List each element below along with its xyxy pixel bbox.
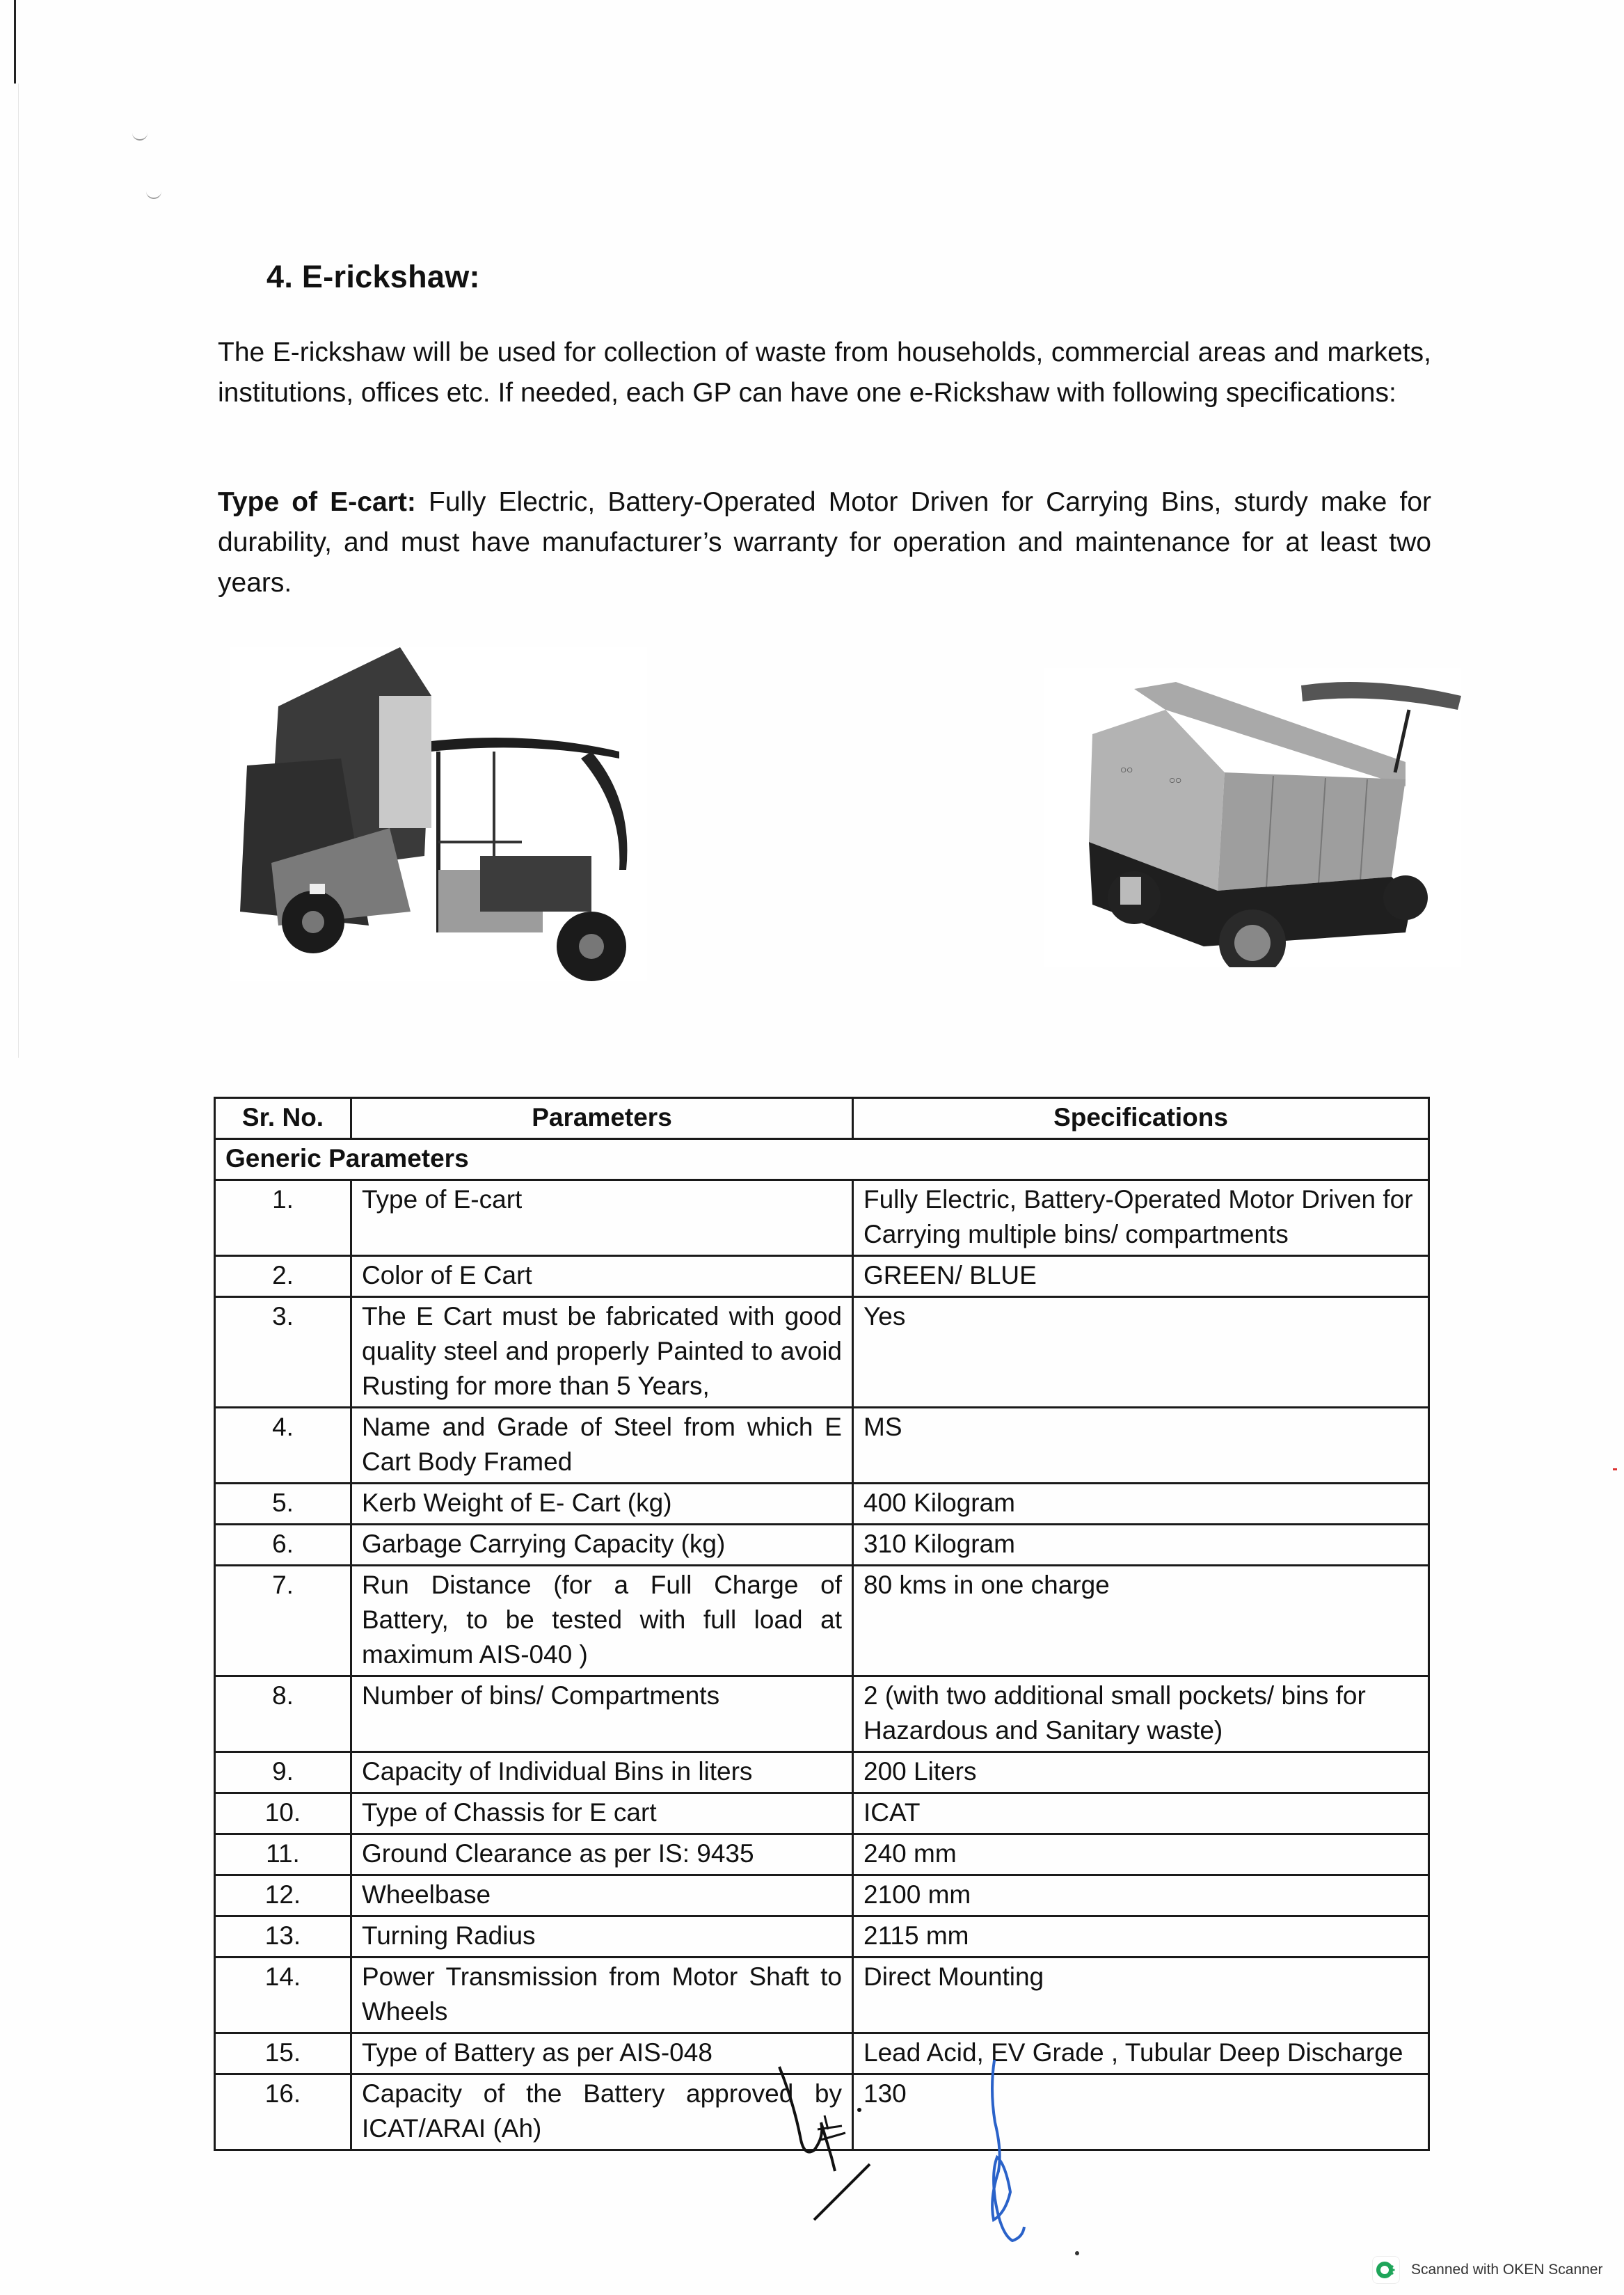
table-row [215, 1958, 1429, 2033]
specification-cell: Yes [853, 1297, 1429, 1408]
table-row [215, 1297, 1429, 1408]
table-row [215, 1916, 1429, 1958]
parameter-cell: Capacity of Individual Bins in liters [351, 1752, 853, 1793]
svg-text:ဝဝ: ဝဝ [1169, 772, 1181, 786]
table-row [215, 1525, 1429, 1566]
group-label-generic-parameters: Generic Parameters [215, 1139, 1429, 1180]
scanner-watermark [1372, 2256, 1602, 2284]
parameter-cell: Color of E Cart [351, 1256, 853, 1297]
scan-red-mark [1613, 1468, 1617, 1470]
table-row [215, 1834, 1429, 1875]
table-row [215, 1566, 1429, 1676]
sr-no-cell: 15. [215, 2033, 351, 2074]
specification-cell: Lead Acid, EV Grade , Tubular Deep Discharge [853, 2033, 1429, 2074]
scan-speck [132, 132, 148, 141]
specification-cell: 130 [853, 2074, 1429, 2150]
header-parameters: Parameters [351, 1098, 853, 1139]
sr-no-cell: 3. [215, 1297, 351, 1408]
sr-no-cell: 13. [215, 1916, 351, 1958]
parameter-cell: Capacity of the Battery approved by ICAT/ARAI (Ah) [351, 2074, 853, 2150]
parameter-cell: The E Cart must be fabricated with good quality steel and properly Painted to avoid Rusting for more than 5 Years, [351, 1297, 853, 1408]
sr-no-cell: 16. [215, 2074, 351, 2150]
sr-no-cell: 14. [215, 1958, 351, 2033]
sr-no-cell: 1. [215, 1180, 351, 1256]
specification-cell: Direct Mounting [853, 1958, 1429, 2033]
specification-cell: ICAT [853, 1793, 1429, 1834]
parameter-cell: Run Distance (for a Full Charge of Battery, to be tested with full load at maximum AIS-040 ) [351, 1566, 853, 1676]
parameter-cell: Type of Chassis for E cart [351, 1793, 853, 1834]
header-sr-no: Sr. No. [215, 1098, 351, 1139]
header-specifications: Specifications [853, 1098, 1429, 1139]
specification-cell: 310 Kilogram [853, 1525, 1429, 1566]
specification-cell: GREEN/ BLUE [853, 1256, 1429, 1297]
parameter-cell: Turning Radius [351, 1916, 853, 1958]
sr-no-cell: 7. [215, 1566, 351, 1676]
sr-no-cell: 11. [215, 1834, 351, 1875]
table-row [215, 1408, 1429, 1484]
type-of-ecart-text: Fully Electric, Battery-Operated Motor Driven for Carrying Bins, sturdy make for durability, and must have manufacturer’s warranty for operation and maintenance for at least two years. [218, 487, 1431, 598]
sr-no-cell: 2. [215, 1256, 351, 1297]
parameter-cell: Name and Grade of Steel from which E Cart Body Framed [351, 1408, 853, 1484]
scan-edge-shadow [14, 0, 16, 84]
parameter-cell: Ground Clearance as per IS: 9435 [351, 1834, 853, 1875]
parameter-cell: Garbage Carrying Capacity (kg) [351, 1525, 853, 1566]
parameter-cell: Type of Battery as per AIS-048 [351, 2033, 853, 2074]
intro-paragraph: The E-rickshaw will be used for collection of waste from households, commercial areas and markets, institutions, offices etc. If needed, each GP can have one e-Rickshaw with following specifications: [218, 338, 1431, 408]
specification-cell: 2 (with two additional small pockets/ bins for Hazardous and Sanitary waste) [853, 1676, 1429, 1752]
sr-no-cell: 12. [215, 1875, 351, 1916]
table-row [215, 1875, 1429, 1916]
table-row [215, 1180, 1429, 1256]
sr-no-cell: 5. [215, 1484, 351, 1525]
parameter-cell: Number of bins/ Compartments [351, 1676, 853, 1752]
section-heading: 4. E-rickshaw: [266, 259, 480, 294]
table-header-row [215, 1098, 1429, 1139]
table-row [215, 1752, 1429, 1793]
scan-edge-line [18, 84, 19, 1058]
sr-no-cell: 8. [215, 1676, 351, 1752]
table-row [215, 1484, 1429, 1525]
parameter-cell: Kerb Weight of E- Cart (kg) [351, 1484, 853, 1525]
oken-scanner-logo-icon [1372, 2256, 1400, 2284]
specifications-table [214, 1097, 1430, 2151]
specification-cell: 200 Liters [853, 1752, 1429, 1793]
parameter-cell: Wheelbase [351, 1875, 853, 1916]
signatures-area [765, 2060, 1113, 2269]
blue-ink-signature [992, 2060, 1024, 2241]
scan-dot [1075, 2251, 1079, 2255]
specification-cell: 80 kms in one charge [853, 1566, 1429, 1676]
sr-no-cell: 6. [215, 1525, 351, 1566]
svg-text:ဝဝ: ဝဝ [1120, 762, 1133, 775]
table-row [215, 1676, 1429, 1752]
specification-cell: 240 mm [853, 1834, 1429, 1875]
parameter-cell: Type of E-cart [351, 1180, 853, 1256]
specification-cell: MS [853, 1408, 1429, 1484]
sr-no-cell: 10. [215, 1793, 351, 1834]
table-row [215, 1256, 1429, 1297]
watermark-text: Scanned with OKEN Scanner [1411, 2262, 1603, 2278]
sr-no-cell: 4. [215, 1408, 351, 1484]
table-row [215, 1793, 1429, 1834]
sr-no-cell: 9. [215, 1752, 351, 1793]
black-ink-signature [779, 2067, 870, 2220]
specification-cell: Fully Electric, Battery-Operated Motor Driven for Carrying multiple bins/ compartments [853, 1180, 1429, 1256]
type-of-ecart-label: Type of E-cart: [218, 487, 416, 517]
table-group-row [215, 1139, 1429, 1180]
e-rickshaw-tipper-photo [230, 647, 647, 981]
e-rickshaw-bin-cart-photo [1044, 668, 1461, 967]
specification-cell: 400 Kilogram [853, 1484, 1429, 1525]
scan-speck [146, 191, 161, 199]
parameter-cell: Power Transmission from Motor Shaft to Wheels [351, 1958, 853, 2033]
specification-cell: 2115 mm [853, 1916, 1429, 1958]
specification-cell: 2100 mm [853, 1875, 1429, 1916]
type-of-ecart-paragraph [218, 482, 1431, 603]
